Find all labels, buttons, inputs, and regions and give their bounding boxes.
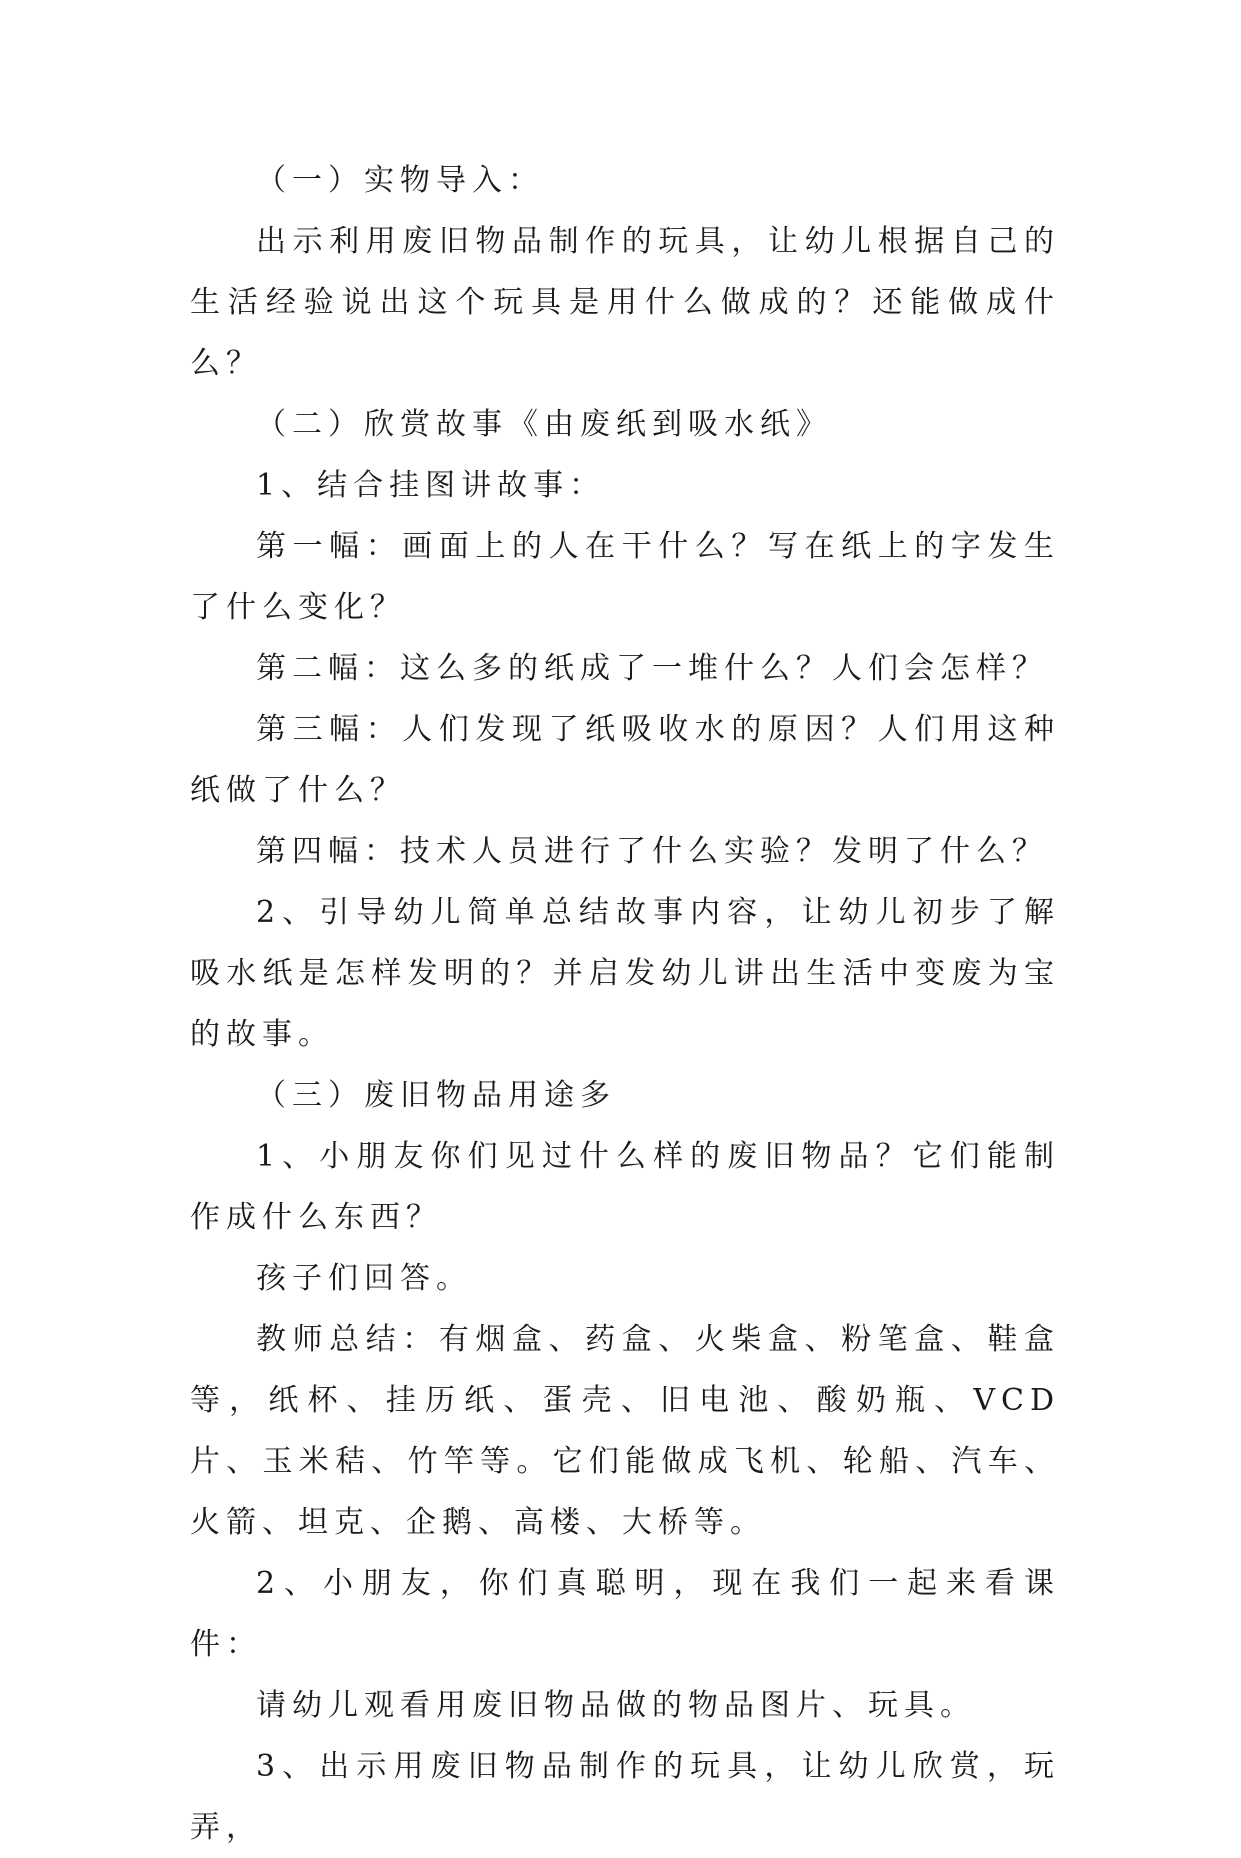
document-body bbox=[190, 150, 1060, 1858]
paragraph: 第二幅：这么多的纸成了一堆什么？人们会怎样？ bbox=[256, 651, 1048, 686]
paragraph: 2、小朋友，你们真聪明，现在我们一起来看课件： bbox=[190, 1566, 1060, 1662]
paragraph: 第四幅：技术人员进行了什么实验？发明了什么？ bbox=[256, 834, 1048, 869]
paragraph: 孩子们回答。 bbox=[256, 1261, 472, 1296]
section-heading-2: （二）欣赏故事《由废纸到吸水纸》 bbox=[256, 407, 832, 442]
paragraph: 2、引导幼儿简单总结故事内容，让幼儿初步了解吸水纸是怎样发明的？并启发幼儿讲出生活中变废为宝的故事。 bbox=[190, 895, 1060, 1052]
section-heading-3: （三）废旧物品用途多 bbox=[256, 1078, 616, 1113]
paragraph: 出示利用废旧物品制作的玩具，让幼儿根据自己的生活经验说出这个玩具是用什么做成的？还能做成什么？ bbox=[190, 224, 1060, 381]
paragraph: 第三幅：人们发现了纸吸收水的原因？人们用这种纸做了什么？ bbox=[190, 712, 1060, 808]
paragraph: 第一幅：画面上的人在干什么？写在纸上的字发生了什么变化？ bbox=[190, 529, 1060, 625]
section-heading-1: （一）实物导入： bbox=[256, 163, 544, 198]
paragraph: 教师总结：有烟盒、药盒、火柴盒、粉笔盒、鞋盒等，纸杯、挂历纸、蛋壳、旧电池、酸奶瓶、VCD片、玉米秸、竹竿等。它们能做成飞机、轮船、汽车、火箭、坦克、企鹅、高楼、大桥等。 bbox=[190, 1322, 1060, 1540]
paragraph: 1、结合挂图讲故事： bbox=[256, 468, 606, 503]
paragraph: 1、小朋友你们见过什么样的废旧物品？它们能制作成什么东西？ bbox=[190, 1139, 1060, 1235]
paragraph: 3、出示用废旧物品制作的玩具，让幼儿欣赏，玩弄， bbox=[190, 1749, 1060, 1845]
paragraph: 请幼儿观看用废旧物品做的物品图片、玩具。 bbox=[256, 1688, 976, 1723]
